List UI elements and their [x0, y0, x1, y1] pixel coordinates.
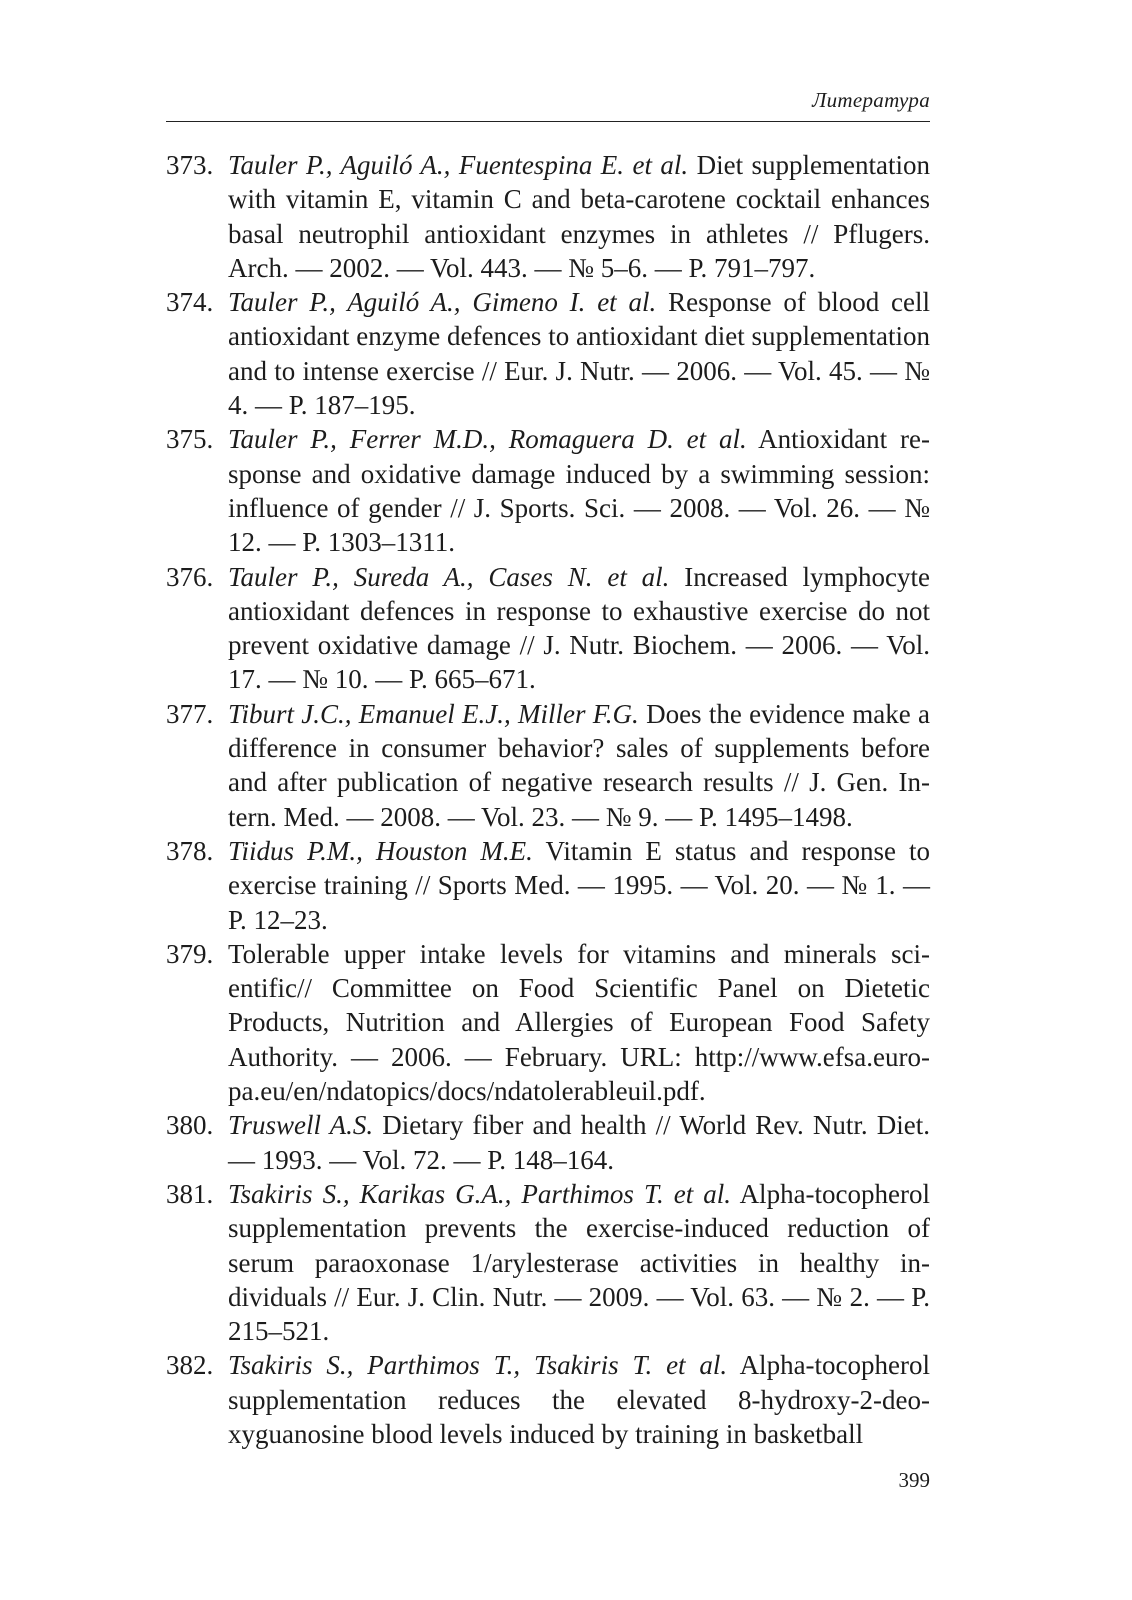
- reference-text: Response of blood cell antioxidant enzyme defences to antioxidant diet supplementation and to intense exercise // Eur. J. Nutr. — 2006. — Vol. 45. — № 4. — P. 187–195.: [228, 287, 931, 421]
- reference-text: Does the evidence make a difference in consumer behavior? sales of supplements before and after publication of negative research results // J. Gen. Intern. Med. — 2008. — Vol. 23. — № 9. — P. 1495–1498.: [228, 698, 930, 832]
- reference-authors: Tauler P., Ferrer M.D., Romaguera D. et al.: [228, 424, 747, 455]
- reference-item: [166, 1348, 930, 1451]
- reference-number: 375.: [166, 424, 214, 455]
- reference-item: [166, 937, 930, 1108]
- reference-number: 373.: [166, 150, 214, 180]
- reference-item: [166, 285, 930, 422]
- reference-text: Alpha-tocopherol supplementation reduces the elevated 8-hydroxy-2-deoxyguanosine blood levels induced by training in basketball: [228, 1350, 930, 1449]
- page-number: 399: [898, 1468, 930, 1492]
- reference-text: Increased lymphocyte antioxidant defences in response to exhaustive exercise do not prevent oxidative damage // J. Nutr. Biochem. — 2006. — Vol. 17. — № 10. — P. 665–671.: [228, 561, 931, 695]
- running-title: Литература: [812, 88, 930, 112]
- reference-number: 379.: [166, 938, 214, 969]
- reference-number: 381.: [166, 1178, 214, 1209]
- reference-text: Antioxidant response and oxidative damage induced by a swimming session: influence of gender // J. Sports. Sci. — 2008. — Vol. 26. — № 12. — P. 1303–1311.: [228, 424, 930, 558]
- reference-number: 378.: [166, 835, 214, 866]
- reference-number: 382.: [166, 1350, 214, 1381]
- reference-authors: Tiburt J.C., Emanuel E.J., Miller F.G.: [228, 698, 639, 729]
- header-rule: [166, 121, 930, 122]
- reference-item: [166, 422, 930, 559]
- reference-text: Vitamin E status and response to exercise training // Sports Med. — 1995. — Vol. 20. — № 1. — P. 12–23.: [228, 835, 930, 935]
- reference-item: [166, 697, 930, 834]
- reference-number: 374.: [166, 287, 214, 318]
- reference-item: [166, 148, 930, 285]
- reference-number: 376.: [166, 561, 214, 592]
- reference-authors: Tsakiris S., Karikas G.A., Parthimos T. et al.: [228, 1178, 732, 1209]
- reference-number: 377.: [166, 698, 214, 729]
- reference-number: 380.: [166, 1110, 214, 1141]
- reference-text: Tolerable upper intake levels for vitamins and minerals scientific// Committee on Food Scientific Panel on Dietetic Products, Nutrition and Allergies of European Food Safety Authority. — 2006. — February. URL: http://www.efsa.europa.eu/en/ndatopics/docs/ndatolerableuil.pdf.: [228, 938, 930, 1107]
- reference-text: Diet supplementation with vitamin E, vitamin C and beta-carotene cocktail enhances basal neutrophil antioxidant enzymes in athletes // Pflugers. Arch. — 2002. — Vol. 443. — № 5–6. — P. 791–797.: [228, 150, 931, 283]
- reference-item: [166, 1108, 930, 1177]
- reference-authors: Tauler P., Aguiló A., Gimeno I. et al.: [228, 287, 657, 318]
- reference-item: [166, 560, 930, 697]
- reference-item: [166, 834, 930, 937]
- reference-text: Dietary fiber and health // World Rev. Nutr. Diet. — 1993. — Vol. 72. — P. 148–164.: [228, 1110, 930, 1175]
- reference-authors: Tiidus P.M., Houston M.E.: [228, 835, 533, 866]
- reference-authors: Tsakiris S., Parthimos T., Tsakiris T. et al.: [228, 1350, 728, 1381]
- reference-list: [166, 148, 930, 1451]
- reference-authors: Tauler P., Sureda A., Cases N. et al.: [228, 561, 670, 592]
- reference-item: [166, 1177, 930, 1348]
- reference-text: Alpha-tocopherol supplementation prevents the exercise-induced reduction of serum paraoxonase 1/arylesterase activities in healthy individuals // Eur. J. Clin. Nutr. — 2009. — Vol. 63. — № 2. — P. 215–521.: [228, 1178, 930, 1347]
- reference-authors: Truswell A.S.: [228, 1110, 374, 1141]
- reference-authors: Tauler P., Aguiló A., Fuentespina E. et al.: [228, 150, 689, 180]
